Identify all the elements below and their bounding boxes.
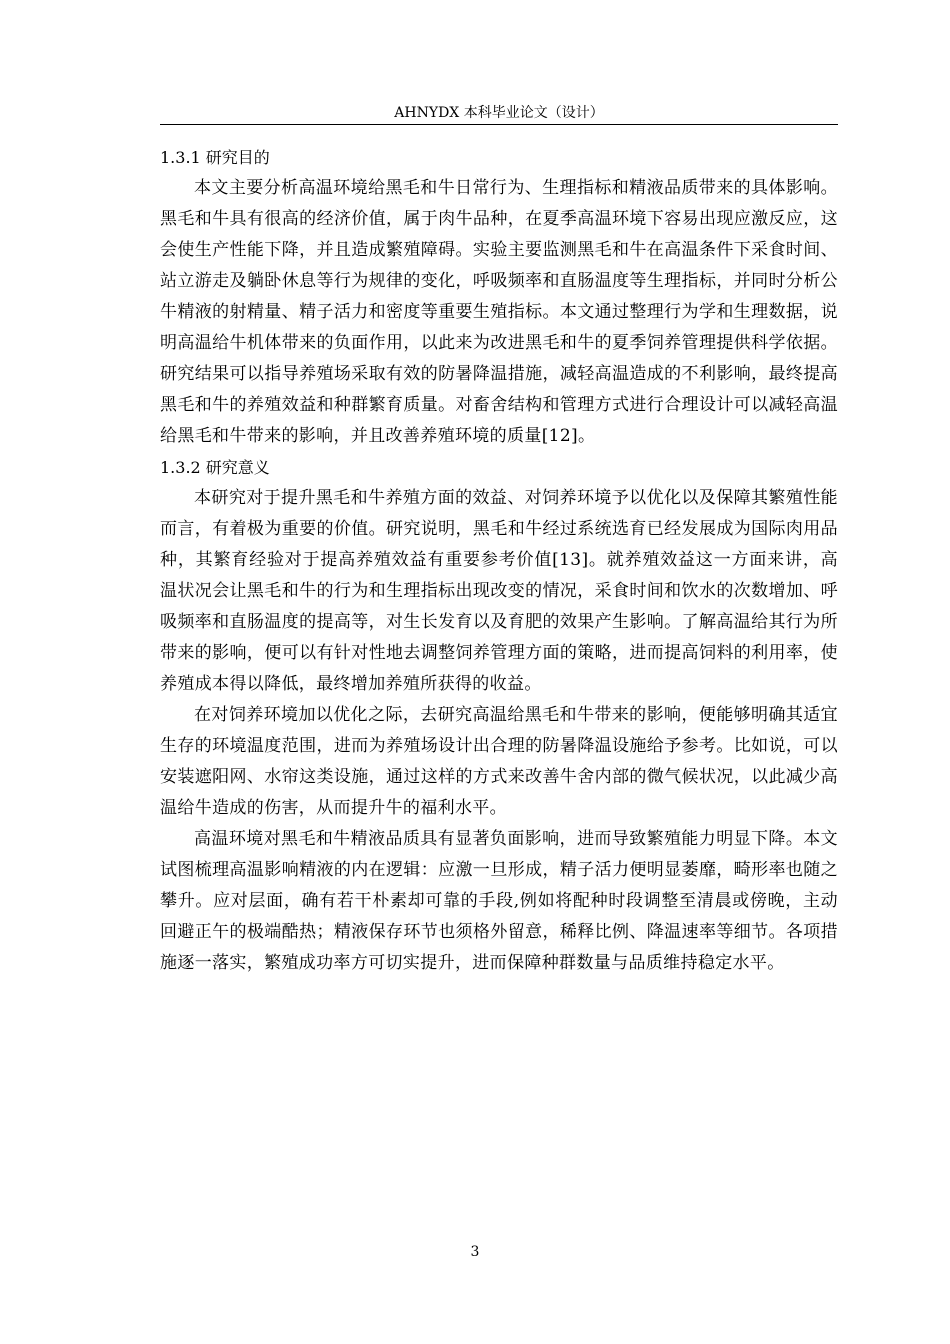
section-heading-research-significance: 1.3.2 研究意义: [160, 458, 270, 477]
paragraph-research-purpose: 本文主要分析高温环境给黑毛和牛日常行为、生理指标和精液品质带来的具体影响。黑毛和牛具有很高的经济价值，属于肉牛品种，在夏季高温环境下容易出现应激反应，这会使生产性能下降，并且造成繁殖障碍。实验主要监测黑毛和牛在高温条件下采食时间、站立游走及躺卧休息等行为规律的变化，呼吸频率和直肠温度等生理指标，并同时分析公牛精液的射精量、精子活力和密度等重要生殖指标。本文通过整理行为学和生理数据，说明高温给牛机体带来的负面作用，以此来为改进黑毛和牛的夏季饲养管理提供科学依据。研究结果可以指导养殖场采取有效的防暑降温措施，减轻高温造成的不利影响，最终提高黑毛和牛的养殖效益和种群繁育质量。对畜舍结构和管理方式进行合理设计可以减轻高温给黑毛和牛带来的影响，并且改善养殖环境的质量[12]。: [160, 178, 838, 446]
page-number: 3: [470, 1244, 480, 1260]
section-heading-research-purpose: 1.3.1 研究目的: [160, 148, 270, 167]
paragraph-significance-3: 高温环境对黑毛和牛精液品质具有显著负面影响，进而导致繁殖能力明显下降。本文试图梳理高温影响精液的内在逻辑：应激一旦形成，精子活力便明显萎靡，畸形率也随之攀升。应对层面，确有若干朴素却可靠的手段,例如将配种时段调整至清晨或傍晚，主动回避正午的极端酷热；精液保存环节也须格外留意，稀释比例、降温速率等细节。各项措施逐一落实，繁殖成功率方可切实提升，进而保障种群数量与品质维持稳定水平。: [160, 829, 838, 973]
header-rule: [160, 124, 838, 125]
page-header: AHNYDX 本科毕业论文（设计）: [394, 105, 604, 121]
paragraph-significance-1: 本研究对于提升黑毛和牛养殖方面的效益、对饲养环境予以优化以及保障其繁殖性能而言，有着极为重要的价值。研究说明，黑毛和牛经过系统选育已经发展成为国际肉用品种，其繁育经验对于提高养殖效益有重要参考价值[13]。就养殖效益这一方面来讲，高温状况会让黑毛和牛的行为和生理指标出现改变的情况，采食时间和饮水的次数增加、呼吸频率和直肠温度的提高等，对生长发育以及育肥的效果产生影响。了解高温给其行为所带来的影响，便可以有针对性地去调整饲养管理方面的策略，进而提高饲料的利用率，使养殖成本得以降低，最终增加养殖所获得的收益。: [160, 488, 838, 694]
body-content: [160, 142, 838, 979]
paragraph-significance-2: 在对饲养环境加以优化之际，去研究高温给黑毛和牛带来的影响，便能够明确其适宜生存的环境温度范围，进而为养殖场设计出合理的防暑降温设施给予参考。比如说，可以安装遮阳网、水帘这类设施，通过这样的方式来改善牛舍内部的微气候状况，以此减少高温给牛造成的伤害，从而提升牛的福利水平。: [160, 705, 838, 818]
